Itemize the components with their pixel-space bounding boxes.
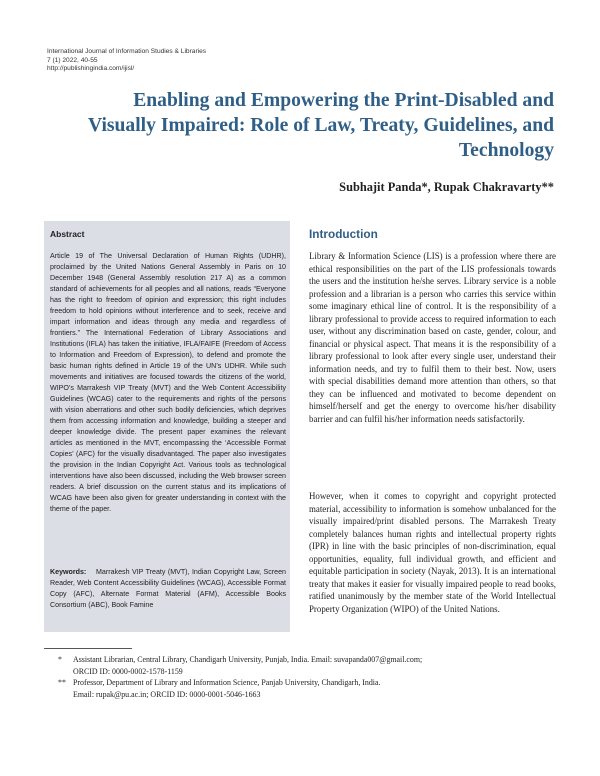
introduction-paragraph-2: However, when it comes to copyright and copyright protected material, accessibility to information is somehow unbalanced for the visually impaired/print disabled persons. The Marrakesh Treaty completely balances human rights and intellectual property rights (IPR) in line with the basic principles of non-discrimination, equal opportunities, equality, full individual growth, and efficient and equitable participation in society (Nayak, 2013). It is an international treaty that makes it easier for visually impaired people to read books, ratified unanimously by the member state of the World Intellectual Property Organization (WIPO) of the United Nations. — [309, 491, 556, 614]
footnote-line: ORCID ID: 0000-0002-1578-1159 — [73, 666, 183, 676]
keywords-label: Keywords: — [50, 568, 87, 576]
article-title: Enabling and Empowering the Print-Disabled and Visually Impaired: Role of Law, Treaty, Guidelines, and Technology — [88, 90, 554, 161]
footnote-1 — [73, 654, 563, 677]
footnote-line: Email: rupak@pu.ac.in; ORCID ID: 0000-0001-5046-1663 — [73, 689, 261, 699]
journal-url[interactable]: http://publishingindia.com/ijisl/ — [47, 65, 135, 73]
footnote-mark: * — [58, 655, 62, 664]
abstract-text: Article 19 of The Universal Declaration of Human Rights (UDHR), proclaimed by the United Nations General Assembly in Paris on 10 December 1948 (General Assembly resolution 217 A) as a common standard of achievements for all peoples and all nations, reads “Everyone has the right to freedom of opinion and expression; this right includes freedom to hold opinions without interference and to seek, receive and impart information and ideas through any media and regardless of frontiers.” The International Federation of Library Associations and Institutions (IFLA) has taken the initiative, IFLA/FAIFE (Freedom of Access to Information and Freedom of Expression), to defend and promote the basic human rights defined in Article 19 of the UN’s UDHR. While such movements and initiatives are focused towards the citizens of the world, WIPO’s Marrakesh VIP Treaty (MVT) and the Web Content Accessibility Guidelines (WCAG) cater to the requirements and rights of the persons with vision aberrations and other such bodily deficiencies, which deprives them from accessing information and knowledge, building a steeper and deeper knowledge divide. The present paper examines the relevant articles as mentioned in the MVT, encompassing the ‘Accessible Format Copies’ (AFC) for the visually disadvantaged. The paper also investigates the provision in the Indian Copyright Act. Various tools as technological interventions have also been discussed, including the Web browser screen readers. A brief discussion on the current status and its implications of WCAG have been also given for greater understanding in context with the theme of the paper. — [50, 252, 286, 513]
keywords-text: Marrakesh VIP Treaty (MVT), Indian Copyright Law, Screen Reader, Web Content Accessibility Guidelines (WCAG), Accessible Format Copy (AFC), Alternate Format Material (AFM), Accessible Books Consortium (ABC), Book Famine — [50, 568, 287, 609]
introduction-paragraph-1: Library & Information Science (LIS) is a profession where there are ethical responsibilities on the part of the LIS professionals towards the users and the institution he/she serves. Library service is a noble profession and a librarian is a person who carries this service within some imaginary ethical line of control. It is the responsibility of a library professional to provide access to required information to each user, without any discrimination based on caste, gender, colour, and financial or physical aspect. That means it is the responsibility of a library professional to look after every single user, understand their information needs, and try to fulfil them to their best. Now, users with special disabilities demand more attention than others, so that they can be influenced and motivated to become dependent on himself/herself and get the energy to overcome his/her disability barrier and can fulfil his/her information needs satisfactorily. — [309, 251, 556, 424]
footnote-mark: ** — [58, 678, 66, 687]
footnote-line: Professor, Department of Library and Information Science, Panjab University, Chandigarh, India. — [73, 678, 381, 687]
footnote-divider — [44, 648, 132, 649]
journal-name: International Journal of Information Studies & Libraries — [47, 48, 207, 55]
keywords — [50, 567, 286, 611]
footnote-line: Assistant Librarian, Central Library, Chandigarh University, Punjab, India. Email: suvapanda007@gmail.com; — [73, 655, 423, 664]
abstract-heading: Abstract — [50, 229, 85, 239]
footnote-2 — [73, 677, 563, 700]
journal-issue: 7 (1) 2022, 40-55 — [47, 56, 98, 64]
introduction-heading: Introduction — [309, 227, 378, 241]
journal-header — [47, 48, 206, 74]
article-authors: Subhajit Panda*, Rupak Chakravarty** — [339, 180, 554, 194]
